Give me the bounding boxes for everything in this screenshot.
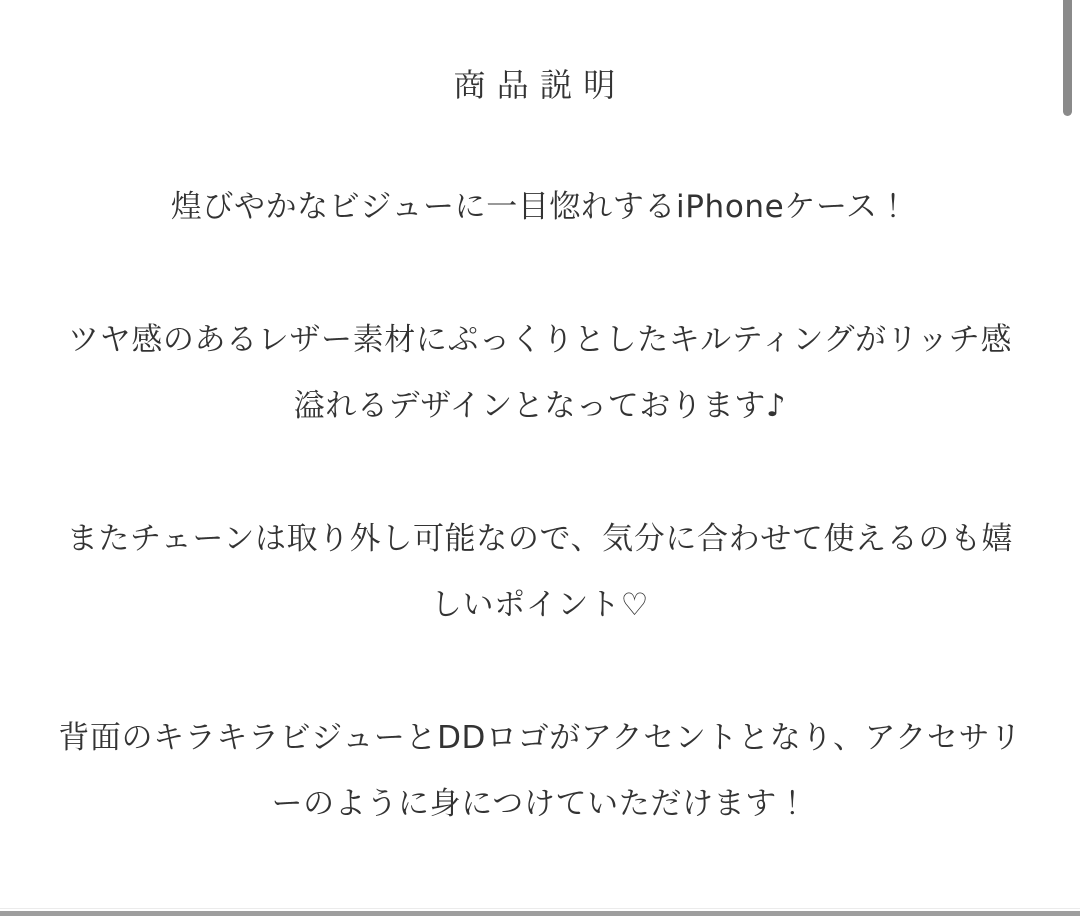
description-line: しいポイント♡: [430, 587, 650, 623]
page-title: 商品説明: [453, 66, 627, 104]
description-line: 溢れるデザインとなっております♪: [293, 388, 787, 424]
description-line: ーのように身につけていただけます！: [271, 786, 809, 822]
description-line: またチェーンは取り外し可能なので、気分に合わせて使えるのも嬉: [66, 521, 1014, 557]
bottom-section-edge: [0, 911, 1080, 916]
bottom-divider-hairline: [0, 908, 1080, 909]
description-paragraph: [44, 506, 1036, 638]
description-line: ツヤ感のあるレザー素材にぷっくりとしたキルティングがリッチ感: [68, 322, 1012, 358]
description-paragraph: [44, 705, 1036, 837]
description-line: 煌びやかなビジューに一目惚れするiPhoneケース！: [170, 189, 910, 225]
description-paragraph: [44, 174, 1036, 240]
scrollbar-thumb[interactable]: [1063, 0, 1072, 116]
description-line: 背面のキラキラビジューとDDロゴがアクセントとなり、アクセサリ: [58, 720, 1022, 756]
description-paragraph: [44, 307, 1036, 439]
